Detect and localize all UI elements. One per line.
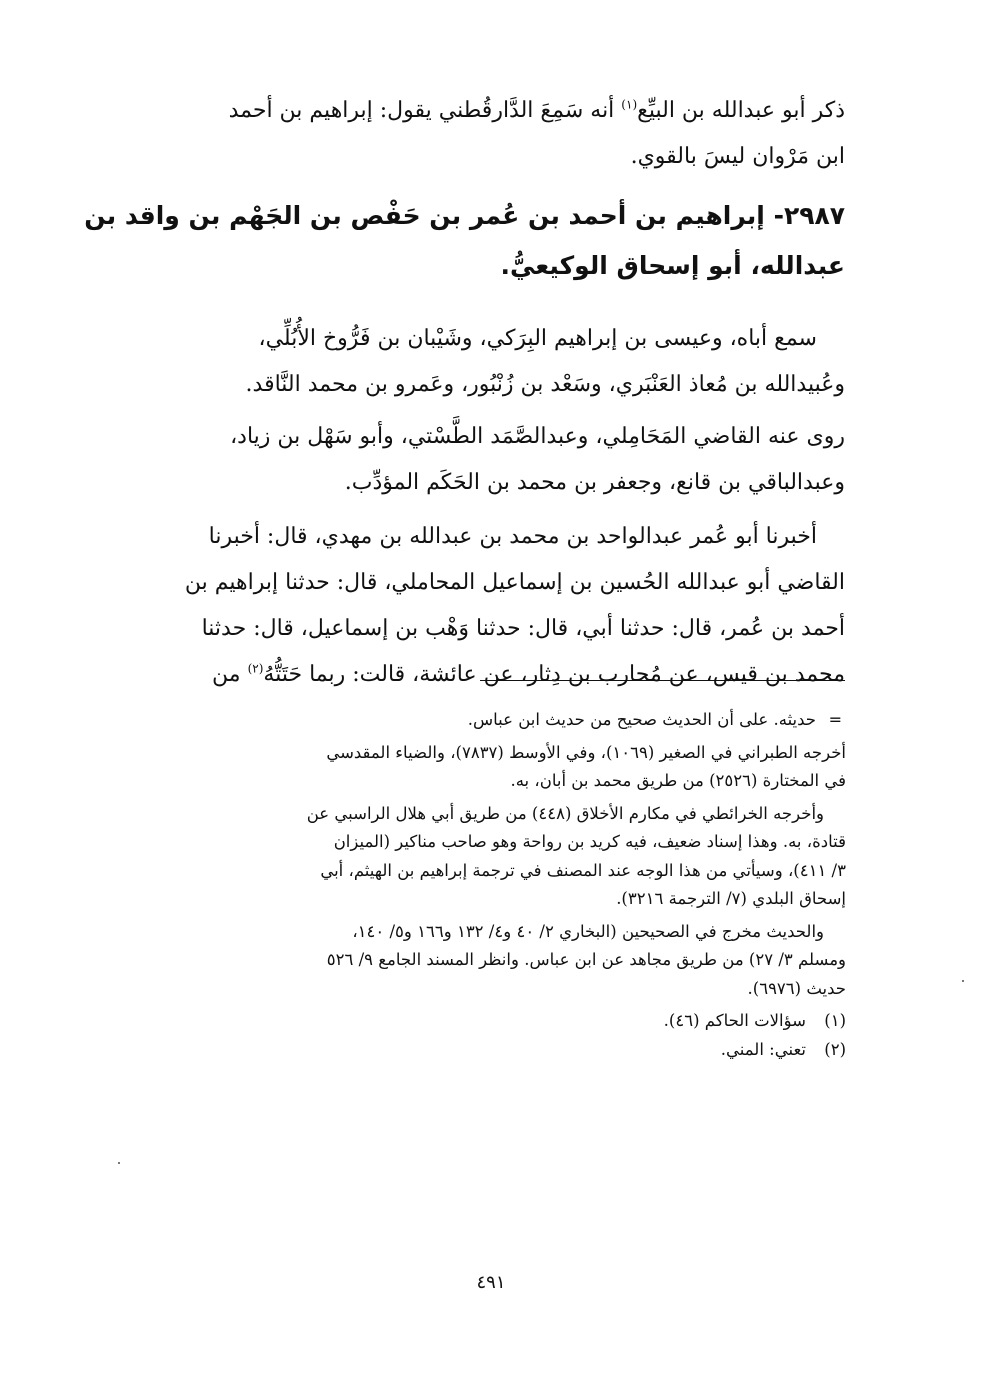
narrated-line-2: وعبدالباقي بن قانع، وجعفر بن محمد بن الحَكَم المؤدِّب.: [344, 470, 845, 495]
intro-line-1-rest: أنه سَمِعَ الدَّارقُطني يقول: إبراهيم بن أحمد: [228, 98, 622, 123]
footnote-line: قتادة، به. وهذا إسناد ضعيف، فيه كريد بن رواحة وهو صاحب مناكير (الميزان: [333, 832, 846, 851]
footnote-line: ٣/ ٤١١)، وسيأتي من هذا الوجه عند المصنف في ترجمة إبراهيم بن الهيثم، أبي: [320, 860, 846, 880]
isnad-line-3: أحمد بن عُمر، قال: حدثنا أبي، قال: حدثنا وَهْب بن إسماعيل، قال: حدثنا: [201, 616, 845, 641]
footnote-1: [138, 1007, 846, 1036]
isnad-line-4-text: محمد بن قيس، عن مُحارب بن دِثار، عن عائشة، قالت: ربما حَتَتُّهُ: [263, 662, 845, 687]
footnote-continued-block: [138, 706, 846, 735]
footnote-continuation-mark: =: [828, 710, 842, 729]
footnote-1-number: (١): [824, 1011, 846, 1030]
footnote-2: [138, 1036, 846, 1065]
isnad-line-4: [135, 652, 845, 698]
page-number: ٤٩١: [476, 1272, 506, 1293]
footnote-2-number: (٢): [824, 1039, 846, 1059]
scan-speck: [118, 1162, 120, 1164]
entry-heading-line-2: عبدالله، أبو إسحاق الوكيعيُّ.: [500, 251, 845, 280]
intro-line-1-text: ذكر أبو عبدالله بن البيِّع: [637, 98, 845, 123]
footnote-line: وأخرجه الخرائطي في مكارم الأخلاق (٤٤٨) من طريق أبي هلال الراسبي عن: [306, 803, 824, 823]
isnad-line-1: أخبرنا أبو عُمر عبدالواحد بن محمد بن عبدالله بن مهدي، قال: أخبرنا: [208, 524, 817, 549]
footnote-block-4: [138, 918, 846, 1004]
footnote-line: في المختارة (٢٥٢٦) من طريق محمد بن أبان، به.: [510, 771, 846, 790]
footnote-line: إسحاق البلدي (٧/ الترجمة ٣٢١٦).: [616, 889, 846, 908]
heard-line-2: وعُبيدالله بن مُعاذ العَنْبَري، وسَعْد بن زُنْبُور، وعَمرو بن محمد النَّاقد.: [245, 372, 845, 397]
footnote-block-3: [138, 800, 846, 914]
footnote-line: حديثه. على أن الحديث صحيح من حديث ابن عباس.: [467, 710, 816, 729]
footnote-ref-2[interactable]: (٢): [247, 661, 264, 676]
heard-from-paragraph: [135, 316, 845, 408]
intro-line-2: ابن مَرْوان ليسَ بالقوي.: [630, 144, 845, 169]
footnote-1-text: سؤالات الحاكم (٤٦).: [663, 1011, 806, 1030]
entry-heading: [84, 191, 845, 291]
isnad-line-2: القاضي أبو عبدالله الحُسين بن إسماعيل المحاملي، قال: حدثنا إبراهيم بن: [184, 570, 845, 595]
footnote-divider: [480, 680, 845, 681]
footnote-line: ومسلم ٣/ ٢٧) من طريق مجاهد عن ابن عباس. وانظر المسند الجامع ٩/ ٥٢٦: [326, 950, 846, 969]
footnote-ref-1[interactable]: (١): [621, 97, 638, 112]
heard-line-1: سمع أباه، وعيسى بن إبراهيم البِرَكي، وشَيْبان بن فَرُّوخ الأُبُلِّي،: [258, 326, 817, 351]
intro-paragraph: [135, 88, 845, 180]
entry-heading-line-1: ٢٩٨٧- إبراهيم بن أحمد بن عُمر بن حَفْص بن الجَهْم بن واقد بن: [84, 201, 845, 230]
isnad-line-4-tail: من: [212, 662, 248, 687]
narrated-line-1: روى عنه القاضي المَحَامِلي، وعبدالصَّمَد الطَّسْتي، وأبو سَهْل بن زياد،: [230, 424, 845, 449]
isnad-paragraph: [135, 514, 845, 698]
footnote-block-2: [138, 739, 846, 796]
footnotes-section: [138, 706, 846, 1064]
footnote-line: والحديث مخرج في الصحيحين (البخاري ٢/ ٤٠ و٤/ ١٣٢ و١٦٦ و٥/ ١٤٠،: [352, 921, 824, 941]
scan-speck: [962, 980, 964, 982]
footnote-2-text: تعني: المني.: [720, 1039, 806, 1059]
footnote-line: حديث (٦٩٧٦).: [747, 978, 846, 998]
intro-line-1: [135, 88, 845, 134]
footnote-line: أخرجه الطبراني في الصغير (١٠٦٩)، وفي الأوسط (٧٨٣٧)، والضياء المقدسي: [326, 742, 846, 762]
narrated-by-paragraph: [135, 414, 845, 506]
